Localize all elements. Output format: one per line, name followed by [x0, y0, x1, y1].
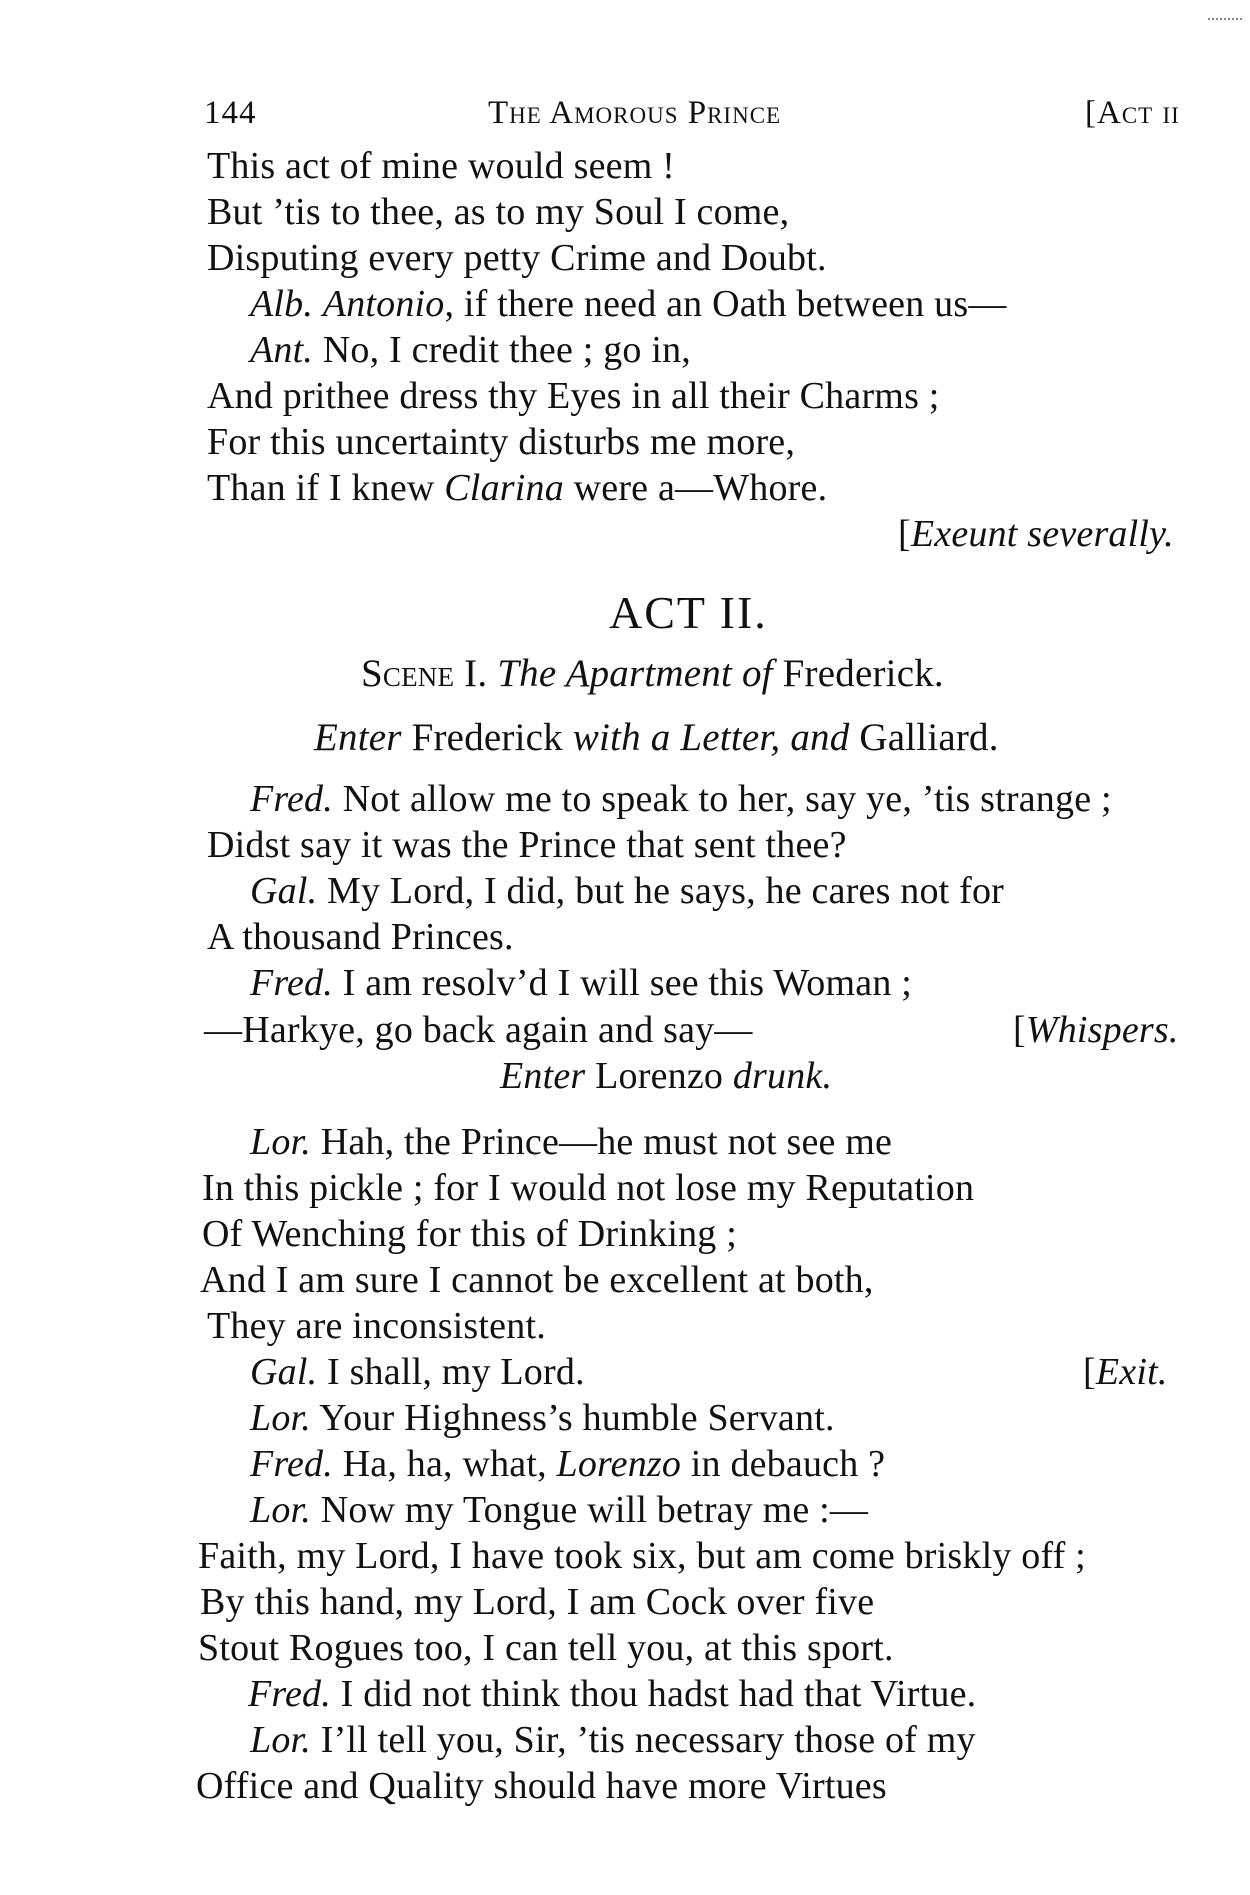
text-span: Lor. [250, 1719, 312, 1761]
text-span: My Lord, I did, but he says, he cares not for [317, 870, 1005, 912]
text-span: in debauch ? [681, 1443, 886, 1485]
text-span: , if there need an Oath between us— [444, 283, 1007, 325]
text-span: Now my Tongue will betray me :— [311, 1489, 869, 1531]
scene-heading [361, 652, 944, 696]
text-line-l33 [196, 1764, 887, 1808]
act-label: [Act ii [1085, 95, 1180, 131]
text-span: —Harkye, go back again and say— [204, 1009, 753, 1051]
running-title: The Amorous Prince [488, 95, 782, 131]
text-span: [ [898, 513, 911, 555]
text-span: Disputing every petty Crime and Doubt. [207, 237, 827, 279]
text-span: Fred. [248, 1673, 331, 1715]
text-line-l22 [200, 1258, 874, 1302]
text-line-l27 [250, 1488, 868, 1532]
text-span: Antonio [322, 283, 445, 325]
text-line-l3 [207, 236, 827, 280]
text-span: Your Highness’s humble Servant. [311, 1397, 835, 1439]
text-line-l7 [207, 420, 795, 464]
text-span: Lor. [250, 1489, 312, 1531]
text-span: Lorenzo [556, 1443, 682, 1485]
page-speck-mark [1208, 18, 1242, 26]
text-line-l29 [200, 1580, 874, 1624]
text-line-l31 [248, 1672, 976, 1716]
text-span: Stout Rogues too, I can tell you, at this sport. [198, 1627, 894, 1669]
text-line-l17 [204, 1008, 753, 1052]
text-span: No, I credit thee ; go in, [313, 329, 691, 371]
text-line-l30 [198, 1626, 894, 1670]
page-number: 144 [204, 95, 257, 131]
text-line-l9 [898, 512, 1174, 556]
act-heading: ACT II. [609, 587, 768, 638]
text-span: By this hand, my Lord, I am Cock over five [200, 1581, 875, 1623]
character-galliard: Galliard. [859, 716, 999, 759]
text-span: I did not think thou hadst had that Virtue. [330, 1673, 977, 1715]
text-span: Fred. [250, 778, 333, 820]
text-line-l14 [250, 869, 1004, 913]
text-span: I’ll tell you, Sir, ’tis necessary those of my [311, 1719, 976, 1761]
text-line-l6 [207, 374, 940, 418]
text-line-l23 [207, 1304, 546, 1348]
text-line-l2 [207, 190, 789, 234]
text-span: This act of mine would seem ! [207, 145, 676, 187]
text-span: Lorenzo [585, 1055, 733, 1097]
text-span: Office and Quality should have more Virtues [196, 1765, 887, 1807]
text-line-l24 [250, 1350, 585, 1394]
text-span: drunk. [732, 1055, 833, 1097]
text-span: Than if I knew [207, 467, 445, 509]
text-span: I shall, my Lord. [317, 1351, 585, 1393]
text-span: Gal. [250, 1351, 318, 1393]
text-span: [ [1083, 1351, 1096, 1393]
text-span: Hah, the Prince—he must not see me [311, 1121, 893, 1163]
character-frederick: Frederick [411, 716, 563, 759]
text-line-l13 [207, 823, 847, 867]
text-span: Ant. [250, 329, 314, 371]
text-span: Not allow me to speak to her, say ye, ’tis strange ; [332, 778, 1112, 820]
text-span: For this uncertainty disturbs me more, [207, 421, 796, 463]
text-span: But ’tis to thee, as to my Soul I come, [207, 191, 790, 233]
text-line-l21 [202, 1212, 737, 1256]
text-span: I am resolv’d I will see this Woman ; [332, 962, 912, 1004]
text-span: A thousand Princes. [207, 916, 514, 958]
text-line-l5 [250, 328, 691, 372]
text-line-l16 [250, 961, 912, 1005]
text-span: Fred. [250, 962, 333, 1004]
text-span: Fred. [250, 1443, 333, 1485]
enter-word: Enter [314, 716, 402, 759]
text-span: Ha, ha, what, [332, 1443, 557, 1485]
text-line-l8 [207, 466, 827, 510]
direction-text: with a Letter, and [572, 716, 850, 759]
scene-location: The Apartment of [497, 652, 773, 695]
text-line-l32 [250, 1718, 976, 1762]
text-span: [ [1013, 1009, 1026, 1051]
text-span: Lor. [250, 1121, 312, 1163]
text-span [313, 283, 323, 325]
text-line-l17b [1013, 1008, 1179, 1052]
text-line-l25 [250, 1396, 835, 1440]
text-span: Whispers. [1025, 1009, 1179, 1051]
stage-direction-enter [314, 716, 999, 760]
text-span: And prithee dress thy Eyes in all their Charms ; [207, 375, 940, 417]
scene-label: Scene [361, 652, 455, 695]
text-line-l4 [250, 282, 1007, 326]
text-span: Enter [500, 1055, 586, 1097]
text-line-l1 [207, 144, 675, 188]
text-line-l18 [500, 1054, 832, 1098]
text-span: And I am sure I cannot be excellent at both, [200, 1259, 874, 1301]
text-span: Alb. [250, 283, 314, 325]
scene-character: Frederick. [782, 652, 944, 695]
text-span: Of Wenching for this of Drinking ; [202, 1213, 737, 1255]
scene-number: I. [464, 652, 488, 695]
text-span: Exeunt severally. [910, 513, 1174, 555]
text-line-l24b [1083, 1350, 1168, 1394]
text-span: Gal. [250, 870, 318, 912]
text-span: Clarina [444, 467, 564, 509]
text-span: were a—Whore. [563, 467, 828, 509]
text-line-l26 [250, 1442, 885, 1486]
text-span: Exit. [1095, 1351, 1168, 1393]
text-line-l20 [202, 1166, 974, 1210]
text-line-l19 [250, 1120, 892, 1164]
text-line-l15 [207, 915, 514, 959]
text-span: Didst say it was the Prince that sent thee? [207, 824, 847, 866]
text-span: They are inconsistent. [207, 1305, 546, 1347]
text-span: Lor. [250, 1397, 312, 1439]
text-line-l12 [250, 777, 1112, 821]
text-span: In this pickle ; for I would not lose my Reputation [202, 1167, 975, 1209]
text-span: Faith, my Lord, I have took six, but am come briskly off ; [198, 1535, 1086, 1577]
text-line-l28 [198, 1534, 1086, 1578]
